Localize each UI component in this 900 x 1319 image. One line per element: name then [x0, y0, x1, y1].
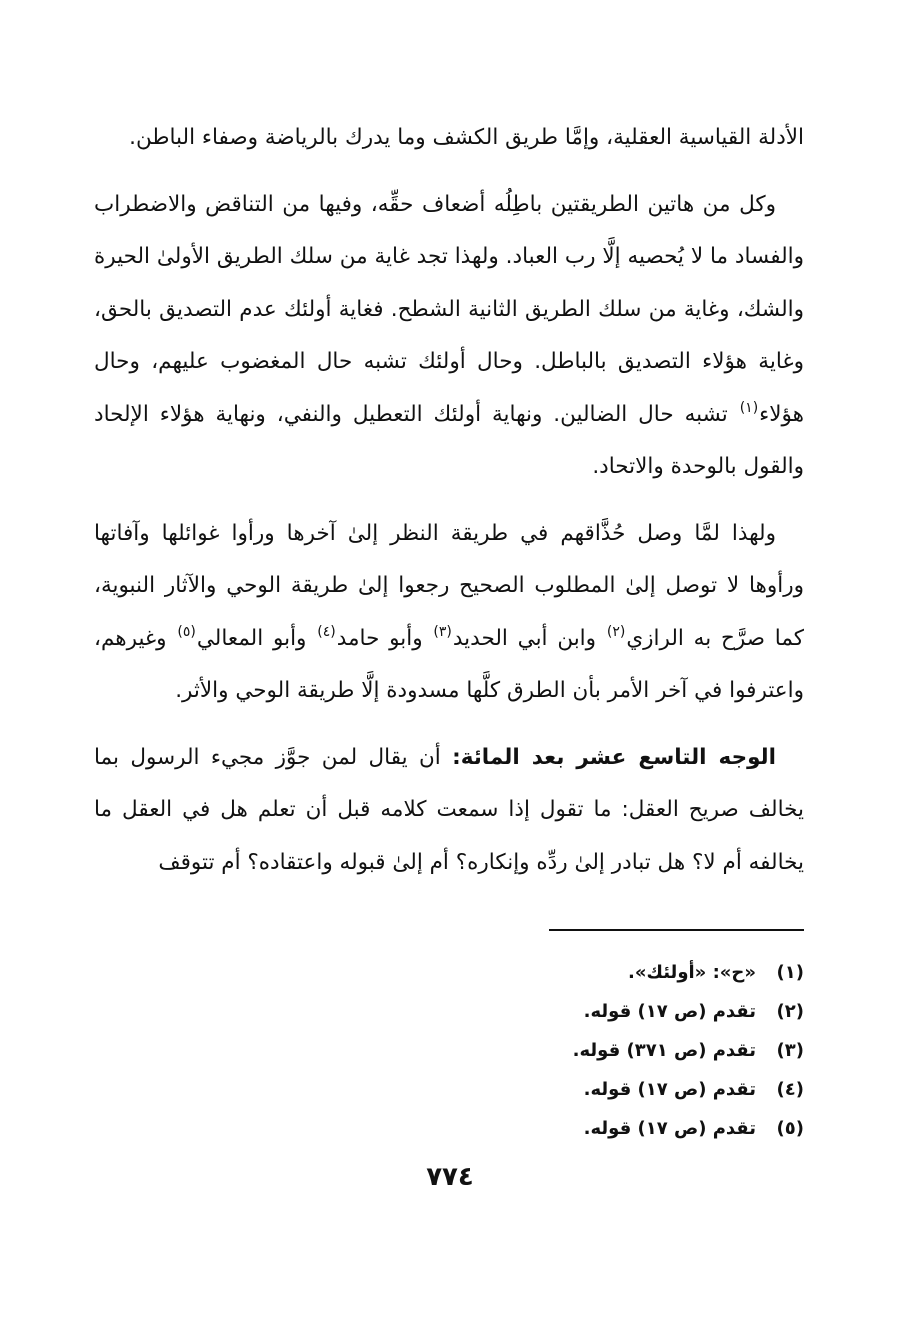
footnote-list: [104, 953, 804, 1148]
footnote-text: تقدم (ص ٣٧١) قوله.: [572, 1040, 756, 1061]
paragraph-text: وأبو المعالي: [196, 625, 317, 651]
footnote-ref[interactable]: (٣): [433, 624, 452, 641]
footnote-ref[interactable]: (٤): [317, 624, 336, 641]
footnote-number: (١): [776, 962, 804, 983]
footnote-text: تقدم (ص ١٧) قوله.: [583, 1001, 756, 1022]
footnote-ref[interactable]: (٥): [177, 624, 196, 641]
footnote-item: [104, 1031, 804, 1070]
paragraph: [94, 508, 804, 718]
paragraph-text: تشبه حال الضالين. ونهاية أولئك التعطيل والنفي، ونهاية هؤلاء الإلحاد والقول بالوحدة والاتحاد.: [94, 401, 804, 479]
footnote-item: [104, 953, 804, 992]
footnote-number: (٥): [776, 1118, 804, 1139]
footnote-item: [104, 1070, 804, 1109]
footnote-ref[interactable]: (١): [739, 400, 759, 417]
paragraph-text: وكل من هاتين الطريقتين باطِلُه أضعاف حقِّه، وفيها من التناقض والاضطراب والفساد ما لا يُحصيه إلَّا رب العباد. ولهذا تجد غاية من سلك الطريق الأولىٰ الحيرة والشك، وغاية من سلك الطريق الثانية الشطح. فغاية أولئك عدم التصديق بالحق، وغاية هؤلاء التصديق بالباطل. وحال أولئك تشبه حال المغضوب عليهم، وحال هؤلاء: [94, 191, 804, 427]
page-number: ٧٧٤: [426, 1162, 474, 1192]
footnote-divider: [549, 929, 804, 931]
footnote-item: [104, 992, 804, 1031]
footnote-text: تقدم (ص ١٧) قوله.: [583, 1079, 756, 1100]
paragraph-text: وأبو حامد: [336, 625, 433, 651]
footnote-number: (٣): [776, 1040, 804, 1061]
footnote-ref[interactable]: (٢): [606, 624, 626, 641]
footnote-number: (٤): [776, 1079, 804, 1100]
paragraph-text: الأدلة القياسية العقلية، وإمَّا طريق الكشف وما يدرك بالرياضة وصفاء الباطن.: [129, 125, 804, 150]
footnote-item: [104, 1109, 804, 1148]
paragraph: [94, 112, 804, 165]
section-heading: الوجه التاسع عشر بعد المائة:: [452, 744, 776, 770]
paragraph-text: وابن أبي الحديد: [452, 625, 606, 651]
page-body: [94, 112, 804, 903]
footnote-number: (٢): [776, 1001, 804, 1022]
paragraph: [94, 732, 804, 890]
paragraph-text: وغيرهم، واعترفوا في آخر الأمر بأن الطرق كلَّها مسدودة إلَّا طريقة الوحي والأثر.: [94, 625, 804, 703]
footnote-text: «ح»: «أولئك».: [627, 962, 756, 983]
paragraph-text: ولهذا لمَّا وصل حُذَّاقهم في طريقة النظر إلىٰ آخرها ورأوا غوائلها وآفاتها ورأوها لا توصل إلىٰ المطلوب الصحيح رجعوا إلىٰ طريقة الوحي والآثار النبوية، كما صرَّح به الرازي: [94, 520, 805, 651]
footnote-text: تقدم (ص ١٧) قوله.: [583, 1118, 756, 1139]
paragraph: [94, 179, 804, 494]
paragraph-text: أن يقال لمن جوَّز مجيء الرسول بما يخالف صريح العقل: ما تقول إذا سمعت كلامه قبل أن تعلم هل في العقل ما يخالفه أم لا؟ هل تبادر إلىٰ ردِّه وإنكاره؟ أم إلىٰ قبوله واعتقاده؟ أم تتوقف: [94, 744, 804, 875]
